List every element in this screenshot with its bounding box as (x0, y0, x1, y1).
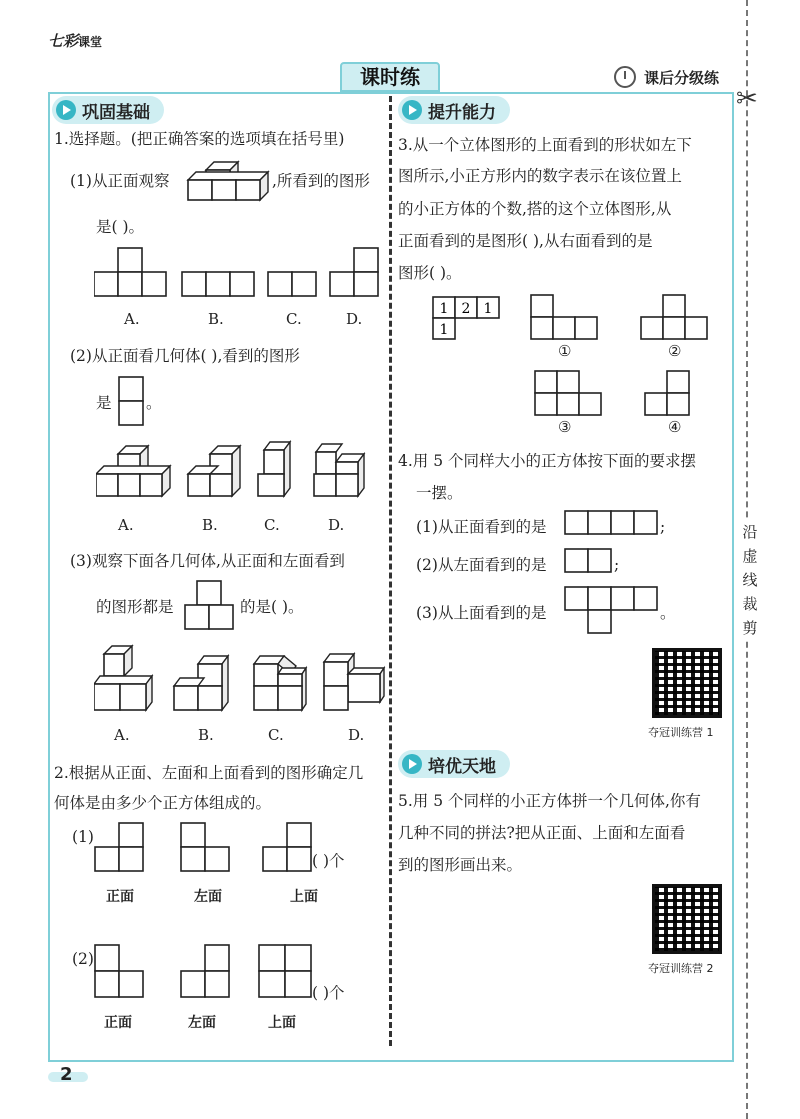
q1-intro: 1.选择题。(把正确答案的选项填在括号里) (54, 130, 345, 148)
q2-sub1-answer: ( )个 (312, 852, 345, 870)
play-icon (402, 100, 422, 120)
grid-count-3: 1 (483, 301, 493, 317)
q3-figure-2 (640, 294, 710, 342)
q1-part2-view-figure (118, 376, 144, 426)
q4-left-view-figure (564, 548, 614, 574)
q3-figure-4 (644, 370, 694, 418)
q3-text-line3: 的小正方体的个数,搭的这个立体图形,从 (398, 200, 672, 218)
scissors-icon: ✂ (736, 84, 758, 114)
q1-part1-options-figures (94, 246, 384, 298)
q1-part2-text2: 是 (96, 394, 112, 412)
q3-text-line1: 3.从一个立体图形的上面看到的形状如左下 (398, 136, 692, 154)
q4-period: 。 (660, 604, 676, 622)
view-label-left: 左面 (194, 889, 222, 905)
brand-logo: 七彩课堂 (48, 32, 103, 50)
q3-figure-3 (534, 370, 604, 418)
q4-text-line2: 一摆。 (416, 484, 463, 502)
q4-part2-text: (2)从左面看到的是 (416, 556, 547, 574)
option-d: D. (346, 310, 363, 328)
page-title-tab (340, 62, 440, 92)
play-icon (56, 100, 76, 120)
q4-semicolon: ; (614, 556, 620, 574)
q3-figure-1 (530, 294, 600, 342)
qr-caption-2: 夺冠训练营 2 (648, 962, 714, 975)
option-b: B. (198, 726, 214, 744)
option-a: A. (118, 516, 134, 534)
q1-part1-text: (1)从正面观察 (70, 172, 170, 190)
qr-code-2[interactable] (652, 884, 722, 954)
option-c: C. (286, 310, 302, 328)
qr-code-1[interactable] (652, 648, 722, 718)
option-d: D. (328, 516, 345, 534)
play-icon (402, 754, 422, 774)
q1-part3-text2: 的图形都是 (96, 598, 174, 616)
q1-part3-text3: 的是( )。 (240, 598, 304, 616)
view-label-front: 正面 (106, 889, 134, 905)
q2-sub2-label: (2) (72, 950, 94, 968)
q5-text-line1: 5.用 5 个同样的小正方体拼一个几何体,你有 (398, 792, 701, 810)
q1-part1-text3: 是( )。 (96, 218, 145, 236)
q4-front-view-figure (564, 510, 660, 536)
section-header-enrichment: 培优天地 (398, 750, 510, 778)
view-label-front: 正面 (104, 1015, 132, 1031)
option-a: A. (124, 310, 140, 328)
q3-text-line4: 正面看到的是图形( ),从右面看到的是 (398, 232, 653, 250)
figure-label-1: ① (558, 342, 572, 360)
q4-part3-text: (3)从上面看到的是 (416, 604, 547, 622)
view-label-top: 上面 (290, 889, 318, 905)
view-label-top: 上面 (268, 1015, 296, 1031)
q1-part3-view-figure (184, 580, 236, 632)
q1-part2-options-solids (96, 438, 386, 500)
q5-text-line2: 几种不同的拼法?把从正面、上面和左面看 (398, 824, 686, 842)
q4-semicolon: ; (660, 518, 666, 536)
header-right (614, 66, 719, 88)
grid-count-2: 2 (461, 301, 471, 317)
q2-sub2-answer: ( )个 (312, 984, 345, 1002)
q4-part1-text: (1)从正面看到的是 (416, 518, 547, 536)
q2-text-line2: 何体是由多少个正方体组成的。 (54, 794, 272, 812)
q4-text-line1: 4.用 5 个同样大小的正方体按下面的要求摆 (398, 452, 697, 470)
q1-part1-text2: ,所看到的图形 (272, 172, 370, 190)
option-d: D. (348, 726, 365, 744)
page-title: 课时练 (340, 62, 440, 92)
q2-sub2-views (94, 944, 314, 1000)
q3-top-view-grid (432, 296, 502, 342)
option-b: B. (208, 310, 224, 328)
q5-text-line3: 到的图形画出来。 (398, 856, 523, 874)
cut-instruction: 沿 虚 线 裁 剪 (738, 520, 762, 640)
clock-icon (614, 66, 636, 88)
option-a: A. (114, 726, 130, 744)
section-header-advanced: 提升能力 (398, 96, 510, 124)
figure-label-2: ② (668, 342, 682, 360)
grid-count-4: 1 (439, 322, 449, 338)
figure-label-4: ④ (668, 418, 682, 436)
level-label: 课后分级练 (644, 68, 720, 87)
q3-text-line5: 图形( )。 (398, 264, 462, 282)
view-label-left: 左面 (188, 1015, 216, 1031)
option-c: C. (264, 516, 280, 534)
q4-top-view-figure (564, 586, 660, 636)
q1-part3-text: (3)观察下面各几何体,从正面和左面看到 (70, 552, 345, 570)
q2-sub1-label: (1) (72, 828, 94, 846)
section-header-basics: 巩固基础 (52, 96, 164, 124)
page-number: 2 (60, 1064, 73, 1085)
column-divider (389, 96, 392, 1046)
qr-caption-1: 夺冠训练营 1 (648, 726, 714, 739)
figure-label-3: ③ (558, 418, 572, 436)
option-b: B. (202, 516, 218, 534)
q2-sub1-views (94, 822, 324, 872)
q3-text-line2: 图所示,小正方形内的数字表示在该位置上 (398, 167, 682, 185)
q1-part2-text3: 。 (146, 394, 162, 412)
q1-part1-solid (186, 158, 272, 202)
grid-count-1: 1 (439, 301, 449, 317)
q2-text-line1: 2.根据从正面、左面和上面看到的图形确定几 (54, 764, 364, 782)
q1-part2-text: (2)从正面看几何体( ),看到的图形 (70, 347, 300, 365)
q1-part3-options-solids (94, 644, 388, 716)
option-c: C. (268, 726, 284, 744)
